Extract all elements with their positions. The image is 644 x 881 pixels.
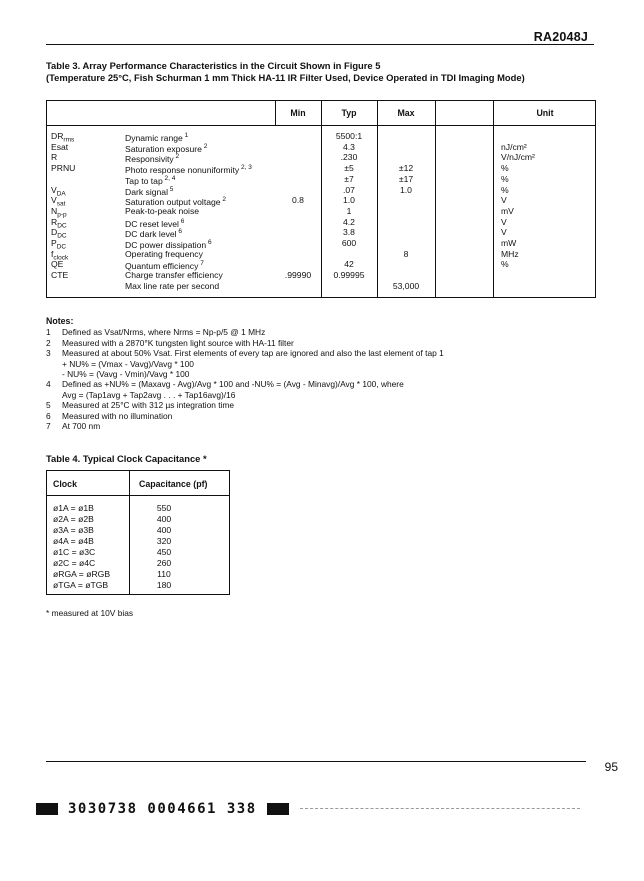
row-symbol: $N_{p-p}$ bbox=[51, 205, 67, 219]
capacitance-value: 400 bbox=[156, 514, 172, 524]
row-description: Dynamic range $^1$ bbox=[125, 132, 189, 143]
note-line bbox=[46, 348, 606, 358]
clock-phase: øRGA = øRGB bbox=[53, 569, 111, 579]
barcode-text: 3030738 0004661 338 bbox=[68, 801, 257, 817]
table3-title-line2: (Temperature 25°C, Fish Schurman 1 mm Thick HA-11 IR Filter Used, Device Operated in TDI Imaging Mode) bbox=[46, 72, 525, 83]
row-description: Dark signal $^5$ bbox=[125, 185, 174, 197]
row-unit: % bbox=[501, 259, 509, 270]
note-number: 2 bbox=[46, 337, 51, 348]
note-text: Measured at 25°C with 312 µs integration time bbox=[62, 400, 235, 411]
row-unit: nJ/cm² bbox=[501, 141, 527, 152]
row-symbol: $f_{clock}$ bbox=[51, 248, 69, 262]
capacitance-value: 110 bbox=[157, 569, 171, 579]
row-description: Tap to tap $^{2, 4}$ bbox=[125, 174, 176, 186]
row-symbol: $D_{DC}$ bbox=[51, 227, 67, 241]
note-text: Defined as Vsat/Nrms, where Nrms = Np-p/5 @ 1 MHz bbox=[62, 327, 266, 338]
row-description: Saturation exposure $^2$ bbox=[125, 142, 208, 154]
row-typ: ±5 bbox=[344, 163, 354, 174]
col-header-unit: Unit bbox=[536, 108, 554, 118]
row-typ: 600 bbox=[341, 238, 357, 248]
col-header-max: Max bbox=[397, 108, 415, 118]
clock-phase: ø2A = ø2B bbox=[53, 514, 94, 524]
note-line bbox=[46, 327, 606, 337]
row-description: Max line rate per second bbox=[125, 280, 220, 291]
note-line bbox=[46, 359, 606, 369]
note-text: Measured with a 2870°K tungsten light source with HA-11 filter bbox=[62, 337, 294, 348]
row-unit: mV bbox=[501, 205, 514, 216]
note-line bbox=[46, 338, 606, 348]
row-description: DC reset level $^6$ bbox=[125, 217, 185, 229]
row-unit: V bbox=[501, 195, 507, 206]
col-header-clock: Clock bbox=[53, 479, 77, 489]
clock-phase: øTGA = øTGB bbox=[53, 580, 109, 590]
row-unit: % bbox=[501, 173, 509, 184]
note-number: 6 bbox=[46, 410, 51, 421]
barcode-strip bbox=[36, 801, 289, 817]
table3-title-line1: Table 3. Array Performance Characteristics in the Circuit Shown in Figure 5 bbox=[46, 60, 381, 71]
scan-artifact-line bbox=[300, 808, 580, 809]
row-symbol: $V_{DA}$ bbox=[51, 184, 66, 198]
row-symbol: CTE bbox=[51, 270, 69, 281]
row-unit: mW bbox=[501, 238, 517, 248]
notes-section bbox=[46, 316, 606, 431]
note-line bbox=[46, 390, 606, 400]
row-typ: 1.0 bbox=[343, 195, 355, 206]
row-typ: .07 bbox=[343, 184, 355, 195]
table4-col-divider bbox=[129, 471, 130, 594]
row-max: 8 bbox=[403, 248, 409, 259]
clock-phase: ø2C = ø4C bbox=[53, 558, 96, 568]
table4-clock-capacitance bbox=[46, 470, 230, 595]
row-unit: % bbox=[501, 184, 509, 195]
row-description: Photo response nonuniformity $^{2, 3}$ bbox=[125, 164, 252, 175]
note-line bbox=[46, 379, 606, 389]
row-symbol: QE bbox=[51, 259, 64, 270]
row-symbol: $V_{sat}$ bbox=[51, 195, 66, 208]
note-line bbox=[46, 411, 606, 421]
row-symbol: Esat bbox=[51, 141, 69, 152]
row-typ: 4.3 bbox=[343, 141, 355, 152]
row-description: Peak-to-peak noise bbox=[125, 205, 200, 216]
note-text: At 700 nm bbox=[62, 421, 101, 432]
notes-title: Notes: bbox=[46, 316, 74, 326]
note-text: Defined as +NU% = (Maxavg - Avg)/Avg * 100 and -NU% = (Avg - Minavg)/Avg * 100, where bbox=[62, 379, 404, 390]
row-description: Quantum efficiency $^7$ bbox=[125, 260, 204, 272]
row-max: 53,000 bbox=[392, 280, 420, 291]
document-id: RA2048J bbox=[533, 30, 588, 44]
row-typ: 5500:1 bbox=[335, 131, 363, 141]
note-number: 7 bbox=[46, 421, 51, 432]
note-text: Avg = (Tap1avg + Tap2avg . . . + Tap16avg)/16 bbox=[62, 389, 236, 400]
row-description: Charge transfer efficiency bbox=[125, 270, 223, 281]
capacitance-value: 260 bbox=[156, 558, 172, 568]
row-max: ±17 bbox=[398, 173, 414, 184]
table3-col-divider bbox=[435, 101, 436, 297]
row-max: 1.0 bbox=[400, 184, 412, 195]
row-unit: V/nJ/cm² bbox=[501, 152, 535, 163]
barcode-block-right bbox=[267, 803, 289, 815]
col-header-capacitance: Capacitance (pf) bbox=[139, 479, 208, 489]
row-min: .99990 bbox=[284, 270, 312, 281]
note-number: 3 bbox=[46, 348, 51, 359]
page-number: 95 bbox=[604, 760, 618, 774]
capacitance-value: 550 bbox=[156, 503, 172, 513]
note-line bbox=[46, 421, 606, 431]
clock-phase: ø3A = ø3B bbox=[53, 525, 94, 535]
note-number bbox=[46, 369, 62, 379]
capacitance-value: 400 bbox=[156, 525, 172, 535]
header-rule bbox=[46, 44, 594, 45]
barcode-block-left bbox=[36, 803, 58, 815]
row-description: DC dark level $^6$ bbox=[125, 228, 183, 240]
note-text: - NU% = (Vavg - Vmin)/Vavg * 100 bbox=[62, 369, 190, 380]
row-unit: V bbox=[501, 227, 507, 238]
table4-header-rule bbox=[47, 495, 229, 496]
note-line bbox=[46, 400, 606, 410]
row-max: ±12 bbox=[398, 163, 414, 174]
note-line bbox=[46, 369, 606, 379]
row-typ: 1 bbox=[346, 205, 352, 216]
row-typ: ±7 bbox=[344, 173, 354, 184]
row-typ: 4.2 bbox=[343, 216, 355, 227]
row-symbol: R bbox=[51, 152, 58, 163]
row-description: DC power dissipation $^6$ bbox=[125, 239, 212, 250]
capacitance-value: 450 bbox=[156, 547, 172, 557]
row-symbol: $DR_{rms}$ bbox=[51, 131, 75, 144]
table4-footnote: * measured at 10V bias bbox=[46, 608, 134, 618]
row-symbol: PRNU bbox=[51, 163, 76, 174]
note-text: + NU% = (Vmax - Vavg)/Vavg * 100 bbox=[62, 358, 194, 369]
col-header-typ: Typ bbox=[341, 108, 357, 118]
row-symbol: $P_{DC}$ bbox=[51, 238, 67, 251]
table3-title bbox=[46, 60, 606, 84]
row-unit: MHz bbox=[501, 248, 519, 259]
row-typ: 0.99995 bbox=[333, 270, 365, 281]
note-number: 1 bbox=[46, 327, 51, 338]
note-number bbox=[46, 359, 62, 369]
capacitance-value: 320 bbox=[156, 536, 172, 546]
row-min: 0.8 bbox=[292, 195, 304, 206]
row-description: Operating frequency bbox=[125, 248, 203, 259]
row-typ: .230 bbox=[340, 152, 358, 163]
note-number bbox=[46, 390, 62, 400]
row-typ: 3.8 bbox=[343, 227, 355, 238]
row-symbol: $R_{DC}$ bbox=[51, 216, 67, 230]
table3-performance bbox=[46, 100, 596, 298]
row-typ: 42 bbox=[344, 259, 354, 270]
table3-header-rule bbox=[47, 125, 595, 126]
note-number: 5 bbox=[46, 400, 51, 411]
clock-phase: ø4A = ø4B bbox=[53, 536, 94, 546]
row-unit: % bbox=[501, 163, 509, 174]
note-text: Measured with no illumination bbox=[62, 410, 173, 421]
row-unit: V bbox=[501, 216, 507, 227]
row-description: Responsivity $^2$ bbox=[125, 153, 180, 165]
footer-rule bbox=[46, 761, 586, 762]
capacitance-value: 180 bbox=[156, 580, 172, 590]
clock-phase: ø1A = ø1B bbox=[53, 503, 94, 513]
notes-list bbox=[46, 327, 606, 431]
col-header-min: Min bbox=[290, 108, 306, 118]
table3-col-divider bbox=[377, 101, 378, 297]
clock-phase: ø1C = ø3C bbox=[53, 547, 96, 557]
table4-title: Table 4. Typical Clock Capacitance * bbox=[46, 453, 207, 464]
table3-col-divider bbox=[493, 101, 494, 297]
note-number: 4 bbox=[46, 379, 51, 390]
row-description: Saturation output voltage $^2$ bbox=[125, 196, 226, 208]
note-text: Measured at about 50% Vsat. First elements of every tap are ignored and also the last element of tap 1 bbox=[62, 348, 444, 359]
